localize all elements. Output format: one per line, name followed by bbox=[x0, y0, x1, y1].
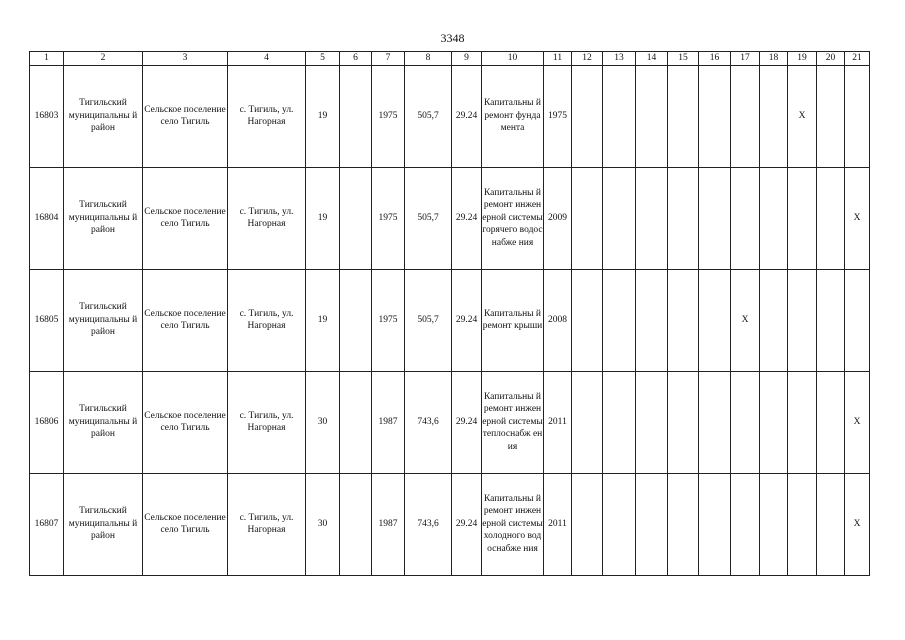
col6-cell bbox=[340, 269, 372, 371]
col20-cell bbox=[817, 473, 845, 575]
column-header: 21 bbox=[845, 52, 870, 66]
col12-cell bbox=[572, 371, 603, 473]
column-header: 6 bbox=[340, 52, 372, 66]
col17-cell bbox=[731, 65, 760, 167]
page-number: 3348 bbox=[440, 31, 465, 45]
address-cell: с. Тигиль, ул. Нагорная bbox=[228, 371, 306, 473]
municipal-district-cell: Тигильский муниципальны й район bbox=[64, 473, 143, 575]
col5-cell: 19 bbox=[306, 167, 340, 269]
col16-cell bbox=[699, 65, 731, 167]
col17-cell bbox=[731, 473, 760, 575]
table-row bbox=[30, 371, 870, 473]
municipal-district-cell: Тигильский муниципальны й район bbox=[64, 167, 143, 269]
col11-cell: 2011 bbox=[544, 473, 572, 575]
column-header: 8 bbox=[405, 52, 452, 66]
year-cell: 1987 bbox=[372, 371, 405, 473]
object-id-cell: 16805 bbox=[30, 269, 64, 371]
object-id-cell: 16803 bbox=[30, 65, 64, 167]
municipal-district-cell: Тигильский муниципальны й район bbox=[64, 65, 143, 167]
col17-cell: X bbox=[731, 269, 760, 371]
year-cell: 1975 bbox=[372, 167, 405, 269]
col16-cell bbox=[699, 473, 731, 575]
col9-cell: 29.24 bbox=[452, 371, 482, 473]
col15-cell bbox=[668, 371, 699, 473]
col19-cell bbox=[788, 371, 817, 473]
column-header: 20 bbox=[817, 52, 845, 66]
year-cell: 1975 bbox=[372, 269, 405, 371]
col5-cell: 30 bbox=[306, 473, 340, 575]
column-number-row bbox=[30, 52, 870, 66]
col15-cell bbox=[668, 167, 699, 269]
work-type-cell: Капитальны й ремонт инженерной системы теплоснабж ения bbox=[482, 371, 544, 473]
col20-cell bbox=[817, 269, 845, 371]
col6-cell bbox=[340, 473, 372, 575]
table-row bbox=[30, 269, 870, 371]
column-header: 19 bbox=[788, 52, 817, 66]
col20-cell bbox=[817, 65, 845, 167]
work-type-cell: Капитальны й ремонт фундамента bbox=[482, 65, 544, 167]
col20-cell bbox=[817, 371, 845, 473]
data-table bbox=[29, 51, 870, 576]
col21-cell bbox=[845, 269, 870, 371]
area-cell: 505,7 bbox=[405, 167, 452, 269]
year-cell: 1987 bbox=[372, 473, 405, 575]
col19-cell bbox=[788, 269, 817, 371]
work-type-cell: Капитальны й ремонт инженерной системы горячего водоснабже ния bbox=[482, 167, 544, 269]
col6-cell bbox=[340, 371, 372, 473]
address-cell: с. Тигиль, ул. Нагорная bbox=[228, 473, 306, 575]
col5-cell: 19 bbox=[306, 65, 340, 167]
col13-cell bbox=[603, 473, 636, 575]
col12-cell bbox=[572, 65, 603, 167]
column-header: 3 bbox=[143, 52, 228, 66]
col13-cell bbox=[603, 371, 636, 473]
col19-cell: X bbox=[788, 65, 817, 167]
area-cell: 743,6 bbox=[405, 371, 452, 473]
table-row bbox=[30, 65, 870, 167]
address-cell: с. Тигиль, ул. Нагорная bbox=[228, 269, 306, 371]
col21-cell bbox=[845, 65, 870, 167]
column-header: 7 bbox=[372, 52, 405, 66]
object-id-cell: 16807 bbox=[30, 473, 64, 575]
col13-cell bbox=[603, 167, 636, 269]
col14-cell bbox=[636, 167, 668, 269]
col12-cell bbox=[572, 167, 603, 269]
table-row bbox=[30, 473, 870, 575]
settlement-cell: Сельское поселение село Тигиль bbox=[143, 473, 228, 575]
col14-cell bbox=[636, 371, 668, 473]
col15-cell bbox=[668, 65, 699, 167]
column-header: 4 bbox=[228, 52, 306, 66]
col18-cell bbox=[760, 65, 788, 167]
column-header: 16 bbox=[699, 52, 731, 66]
col21-cell: X bbox=[845, 371, 870, 473]
column-header: 2 bbox=[64, 52, 143, 66]
settlement-cell: Сельское поселение село Тигиль bbox=[143, 371, 228, 473]
area-cell: 505,7 bbox=[405, 269, 452, 371]
work-type-cell: Капитальны й ремонт крыши bbox=[482, 269, 544, 371]
col14-cell bbox=[636, 473, 668, 575]
col20-cell bbox=[817, 167, 845, 269]
col12-cell bbox=[572, 269, 603, 371]
settlement-cell: Сельское поселение село Тигиль bbox=[143, 269, 228, 371]
col13-cell bbox=[603, 269, 636, 371]
col21-cell: X bbox=[845, 167, 870, 269]
column-header: 12 bbox=[572, 52, 603, 66]
col14-cell bbox=[636, 65, 668, 167]
col19-cell bbox=[788, 167, 817, 269]
col17-cell bbox=[731, 167, 760, 269]
address-cell: с. Тигиль, ул. Нагорная bbox=[228, 65, 306, 167]
col14-cell bbox=[636, 269, 668, 371]
col19-cell bbox=[788, 473, 817, 575]
col11-cell: 1975 bbox=[544, 65, 572, 167]
table-row bbox=[30, 167, 870, 269]
col12-cell bbox=[572, 473, 603, 575]
settlement-cell: Сельское поселение село Тигиль bbox=[143, 167, 228, 269]
area-cell: 505,7 bbox=[405, 65, 452, 167]
column-header: 5 bbox=[306, 52, 340, 66]
object-id-cell: 16806 bbox=[30, 371, 64, 473]
settlement-cell: Сельское поселение село Тигиль bbox=[143, 65, 228, 167]
column-header: 14 bbox=[636, 52, 668, 66]
municipal-district-cell: Тигильский муниципальны й район bbox=[64, 371, 143, 473]
column-header: 11 bbox=[544, 52, 572, 66]
col13-cell bbox=[603, 65, 636, 167]
year-cell: 1975 bbox=[372, 65, 405, 167]
col11-cell: 2009 bbox=[544, 167, 572, 269]
column-header: 10 bbox=[482, 52, 544, 66]
col18-cell bbox=[760, 269, 788, 371]
col17-cell bbox=[731, 371, 760, 473]
col18-cell bbox=[760, 167, 788, 269]
col9-cell: 29.24 bbox=[452, 65, 482, 167]
col16-cell bbox=[699, 167, 731, 269]
object-id-cell: 16804 bbox=[30, 167, 64, 269]
col15-cell bbox=[668, 473, 699, 575]
address-cell: с. Тигиль, ул. Нагорная bbox=[228, 167, 306, 269]
column-header: 18 bbox=[760, 52, 788, 66]
col16-cell bbox=[699, 371, 731, 473]
col18-cell bbox=[760, 371, 788, 473]
column-header: 13 bbox=[603, 52, 636, 66]
col15-cell bbox=[668, 269, 699, 371]
col16-cell bbox=[699, 269, 731, 371]
municipal-district-cell: Тигильский муниципальны й район bbox=[64, 269, 143, 371]
column-header: 15 bbox=[668, 52, 699, 66]
column-header: 9 bbox=[452, 52, 482, 66]
col6-cell bbox=[340, 65, 372, 167]
col21-cell: X bbox=[845, 473, 870, 575]
col11-cell: 2008 bbox=[544, 269, 572, 371]
col18-cell bbox=[760, 473, 788, 575]
work-type-cell: Капитальны й ремонт инженерной системы холодного водоснабже ния bbox=[482, 473, 544, 575]
area-cell: 743,6 bbox=[405, 473, 452, 575]
col9-cell: 29.24 bbox=[452, 473, 482, 575]
col6-cell bbox=[340, 167, 372, 269]
col11-cell: 2011 bbox=[544, 371, 572, 473]
column-header: 1 bbox=[30, 52, 64, 66]
col5-cell: 19 bbox=[306, 269, 340, 371]
col9-cell: 29.24 bbox=[452, 269, 482, 371]
col9-cell: 29.24 bbox=[452, 167, 482, 269]
column-header: 17 bbox=[731, 52, 760, 66]
col5-cell: 30 bbox=[306, 371, 340, 473]
